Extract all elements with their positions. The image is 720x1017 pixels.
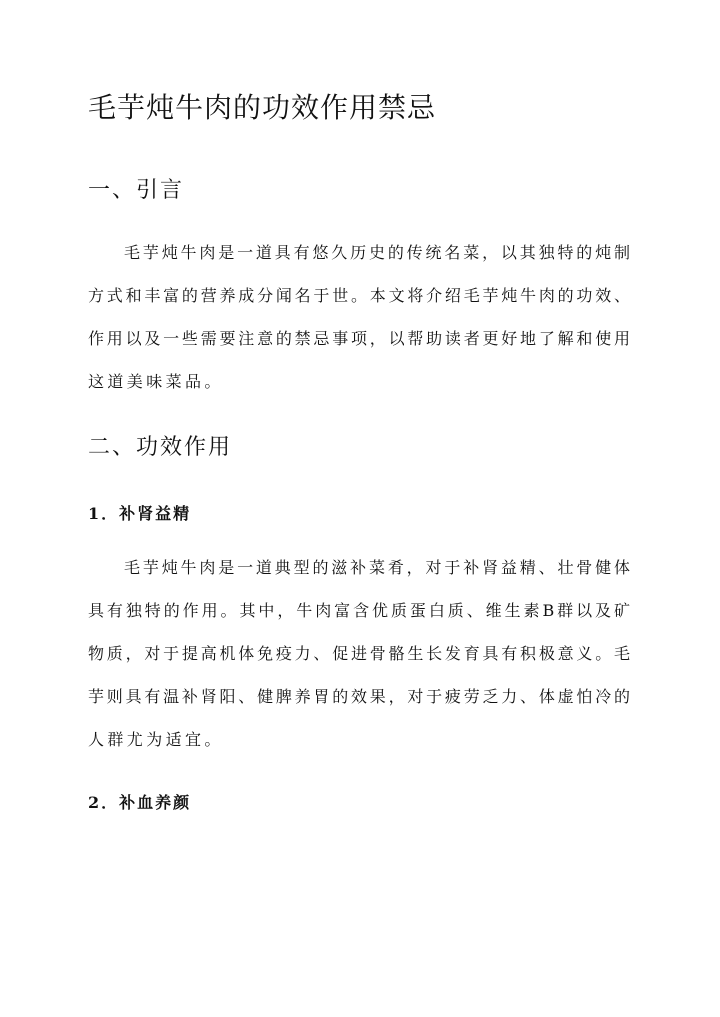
document-title: 毛芋炖牛肉的功效作用禁忌	[88, 91, 437, 124]
paragraph-line: 芋则具有温补肾阳、健脾养胃的效果，对于疲劳乏力、体虚怕冷的	[88, 687, 630, 706]
paragraph-line: 具有独特的作用。其中，牛肉富含优质蛋白质、维生素B群以及矿	[88, 601, 630, 620]
paragraph-line: 方式和丰富的营养成分闻名于世。本文将介绍毛芋炖牛肉的功效、	[88, 286, 630, 305]
paragraph-line: 毛芋炖牛肉是一道具有悠久历史的传统名菜，以其独特的炖制	[124, 243, 630, 262]
intro-paragraph	[88, 231, 630, 403]
paragraph-line: 物质，对于提高机体免疫力、促进骨骼生长发育具有积极意义。毛	[88, 644, 630, 663]
paragraph-line: 作用以及一些需要注意的禁忌事项，以帮助读者更好地了解和使用	[88, 329, 630, 348]
paragraph-line: 人群尤为适宜。	[88, 730, 224, 749]
subsection-heading-1: 1．补肾益精	[88, 504, 192, 523]
paragraph-line: 这道美味菜品。	[88, 372, 224, 391]
subsection-heading-2: 2．补血养颜	[88, 793, 192, 812]
paragraph-line: 毛芋炖牛肉是一道典型的滋补菜肴，对于补肾益精、壮骨健体	[124, 558, 630, 577]
section-heading-effects: 二、功效作用	[88, 435, 233, 460]
subsection-1-paragraph	[88, 546, 630, 761]
section-heading-intro: 一、引言	[88, 178, 185, 203]
